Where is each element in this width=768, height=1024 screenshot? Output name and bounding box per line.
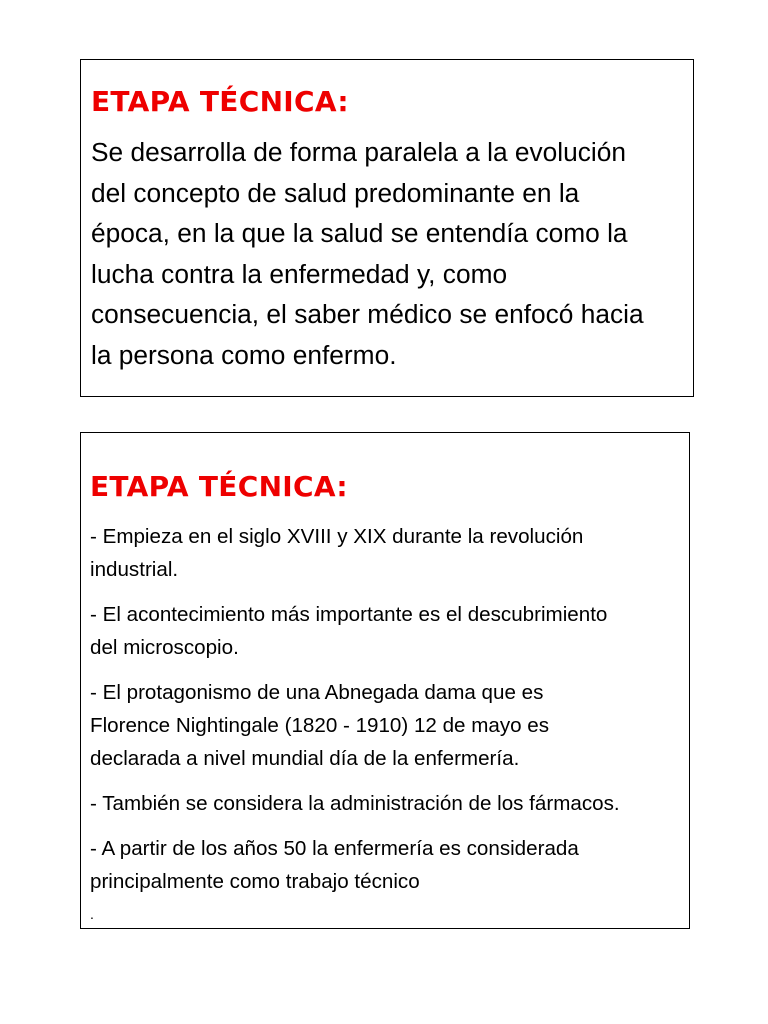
paragraph-line: época, en la que la salud se entendía como la: [91, 218, 628, 249]
list-item-line: - También se considera la administración de los fármacos.: [90, 792, 620, 815]
list-item: [90, 832, 679, 931]
list-item: [90, 676, 679, 775]
card-paragraph: [91, 132, 683, 376]
paragraph-line: del concepto de salud predominante en la: [91, 177, 580, 208]
list-item-line: Florence Nightingale (1820 - 1910) 12 de mayo es: [90, 714, 550, 737]
list-item-line: - A partir de los años 50 la enfermería es considerada: [90, 837, 579, 860]
text-card-etapa-tecnica-description: [80, 59, 694, 397]
list-item-line: - El acontecimiento más importante es el descubrimiento: [90, 603, 608, 626]
paragraph-line: Se desarrolla de forma paralela a la evolución: [91, 137, 627, 167]
list-item-line: - El protagonismo de una Abnegada dama que es: [90, 681, 544, 704]
paragraph-line: consecuencia, el saber médico se enfocó hacia: [91, 299, 644, 330]
list-item-line: del microscopio.: [90, 636, 239, 659]
list-item-text: principalmente como trabajo técnico: [90, 870, 420, 893]
list-item-line: declarada a nivel mundial día de la enfermería.: [90, 747, 520, 770]
paragraph-line: lucha contra la enfermedad y, como: [91, 258, 508, 289]
list-item: [90, 598, 679, 664]
list-item-line: - Empieza en el siglo XVIII y XIX durante la revolución: [90, 525, 584, 548]
card-heading: ETAPA TÉCNICA:: [91, 85, 349, 118]
list-item: [90, 787, 679, 820]
list-item: [90, 520, 679, 586]
fact-list: [90, 520, 679, 931]
paragraph-line: la persona como enfermo.: [91, 339, 397, 370]
list-item-line: [90, 865, 679, 931]
text-card-etapa-tecnica-facts: [80, 432, 690, 929]
card-heading: ETAPA TÉCNICA:: [90, 470, 348, 503]
list-item-line: industrial.: [90, 558, 179, 581]
trailing-period: .: [90, 906, 94, 922]
